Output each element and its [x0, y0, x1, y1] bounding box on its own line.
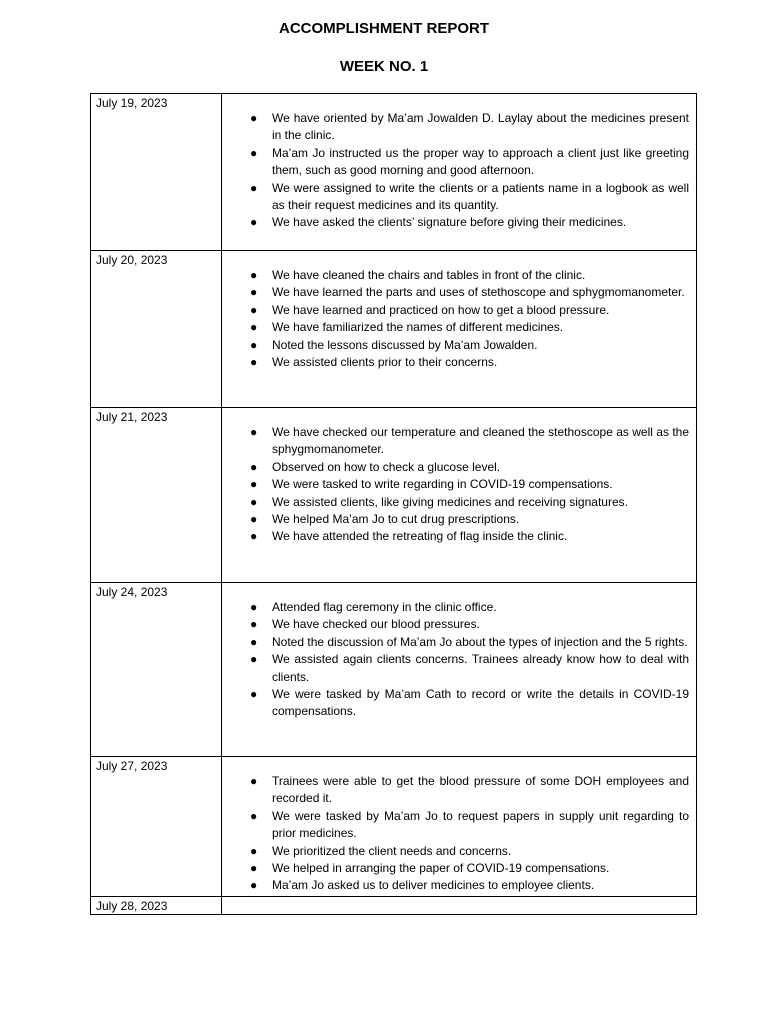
task-list — [222, 267, 689, 371]
list-item — [250, 599, 689, 616]
date-cell: July 21, 2023 — [91, 408, 222, 583]
list-item — [250, 214, 689, 231]
tasks-cell — [222, 897, 697, 915]
list-item-text: Noted the lessons discussed by Ma’am Jowalden. — [272, 337, 538, 352]
list-item-text: We were assigned to write the clients or a patients name in a logbook as well as their request medicines and its quantity. — [272, 180, 689, 213]
list-item-text: Attended flag ceremony in the clinic office. — [272, 600, 497, 614]
bullet-icon: ● — [250, 180, 258, 195]
list-item-text: We have cleaned the chairs and tables in front of the clinic. — [272, 268, 586, 282]
list-item — [250, 528, 689, 545]
tasks-cell — [222, 94, 697, 251]
week-heading: WEEK NO. 1 — [339, 58, 429, 75]
list-item-text: We have attended the retreating of flag inside the clinic. — [272, 529, 568, 544]
list-item — [250, 773, 689, 808]
list-item-text: We assisted again clients concerns. Trainees already know how to deal with clients. — [272, 652, 689, 684]
list-item — [250, 843, 689, 860]
list-item — [250, 337, 689, 354]
list-item — [250, 616, 689, 633]
list-item-text: We were tasked by Ma’am Jo to request papers in supply unit regarding to prior medicines. — [272, 808, 689, 841]
bullet-icon: ● — [250, 459, 258, 474]
bullet-icon: ● — [250, 808, 258, 823]
list-item-text: Ma’am Jo instructed us the proper way to approach a client just like greeting them, such as good morning and good afternoon. — [272, 145, 689, 178]
task-list — [222, 773, 689, 895]
list-item-text: We have checked our blood pressures. — [272, 617, 480, 632]
list-item — [250, 267, 689, 284]
report-title: ACCOMPLISHMENT REPORT — [279, 20, 489, 37]
bullet-icon: ● — [250, 529, 258, 544]
list-item — [250, 686, 689, 721]
table-row — [91, 757, 697, 897]
list-item — [250, 459, 689, 476]
list-item — [250, 110, 689, 145]
list-item-text: We helped Ma’am Jo to cut drug prescriptions. — [272, 512, 520, 527]
list-item — [250, 145, 689, 180]
list-item-text: Noted the discussion of Ma’am Jo about the types of injection and the 5 rights. — [272, 634, 688, 649]
bullet-icon: ● — [250, 268, 258, 282]
tasks-cell — [222, 757, 697, 897]
bullet-icon: ● — [250, 320, 258, 335]
list-item — [250, 424, 689, 459]
list-item — [250, 860, 689, 877]
list-item-text: We have learned the parts and uses of stethoscope and sphygmomanometer. — [272, 285, 685, 300]
list-item — [250, 476, 689, 493]
list-item-text: We were tasked to write regarding in COVID-19 compensations. — [272, 477, 613, 492]
task-list — [222, 424, 689, 546]
bullet-icon: ● — [250, 634, 258, 649]
bullet-icon: ● — [250, 774, 258, 788]
table-row — [91, 94, 697, 251]
list-item — [250, 284, 689, 301]
bullet-icon: ● — [250, 285, 258, 300]
list-item-text: Observed on how to check a glucose level. — [272, 459, 501, 474]
list-item — [250, 651, 689, 686]
list-item — [250, 354, 689, 371]
bullet-icon: ● — [250, 337, 258, 352]
list-item-text: We have checked our temperature and cleaned the stethoscope as well as the sphygmomanometer. — [272, 425, 689, 457]
tasks-cell — [222, 408, 697, 583]
list-item-text: We were tasked by Ma’am Cath to record or write the details in COVID-19 compensations. — [272, 687, 689, 719]
bullet-icon: ● — [250, 302, 258, 317]
bullet-icon: ● — [250, 425, 258, 439]
bullet-icon: ● — [250, 145, 258, 160]
bullet-icon: ● — [250, 861, 258, 876]
task-list — [222, 110, 689, 232]
table-row — [91, 583, 697, 757]
bullet-icon: ● — [250, 600, 258, 614]
bullet-icon: ● — [250, 843, 258, 858]
date-cell: July 28, 2023 — [91, 897, 222, 915]
bullet-icon: ● — [250, 111, 258, 125]
list-item-text: Ma’am Jo asked us to deliver medicines to employee clients. — [272, 878, 595, 893]
list-item-text: We helped in arranging the paper of COVID-19 compensations. — [272, 861, 610, 876]
date-cell: July 24, 2023 — [91, 583, 222, 757]
date-cell: July 19, 2023 — [91, 94, 222, 251]
bullet-icon: ● — [250, 494, 258, 509]
table-row — [91, 251, 697, 408]
bullet-icon: ● — [250, 617, 258, 632]
list-item-text: We assisted clients, like giving medicines and receiving signatures. — [272, 494, 628, 509]
tasks-cell — [222, 251, 697, 408]
table-row — [91, 897, 697, 915]
bullet-icon: ● — [250, 477, 258, 492]
list-item — [250, 494, 689, 511]
list-item — [250, 319, 689, 336]
bullet-icon: ● — [250, 355, 258, 370]
list-item-text: We have oriented by Ma’am Jowalden D. Laylay about the medicines present in the clinic. — [272, 111, 689, 143]
tasks-cell — [222, 583, 697, 757]
list-item-text: We have asked the clients’ signature before giving their medicines. — [272, 215, 627, 230]
list-item — [250, 180, 689, 215]
task-list — [222, 599, 689, 721]
list-item — [250, 511, 689, 528]
list-item-text: We assisted clients prior to their concerns. — [272, 355, 498, 370]
list-item — [250, 634, 689, 651]
bullet-icon: ● — [250, 215, 258, 230]
list-item — [250, 877, 689, 894]
bullet-icon: ● — [250, 652, 258, 667]
date-cell: July 20, 2023 — [91, 251, 222, 408]
list-item-text: We prioritized the client needs and concerns. — [272, 843, 512, 858]
list-item-text: Trainees were able to get the blood pressure of some DOH employees and recorded it. — [272, 774, 689, 806]
list-item-text: We have familiarized the names of different medicines. — [272, 320, 564, 335]
bullet-icon: ● — [250, 512, 258, 527]
date-cell: July 27, 2023 — [91, 757, 222, 897]
table-row — [91, 408, 697, 583]
bullet-icon: ● — [250, 878, 258, 893]
list-item — [250, 302, 689, 319]
list-item — [250, 808, 689, 843]
list-item-text: We have learned and practiced on how to get a blood pressure. — [272, 302, 610, 317]
bullet-icon: ● — [250, 687, 258, 702]
accomplishment-table — [90, 93, 697, 915]
